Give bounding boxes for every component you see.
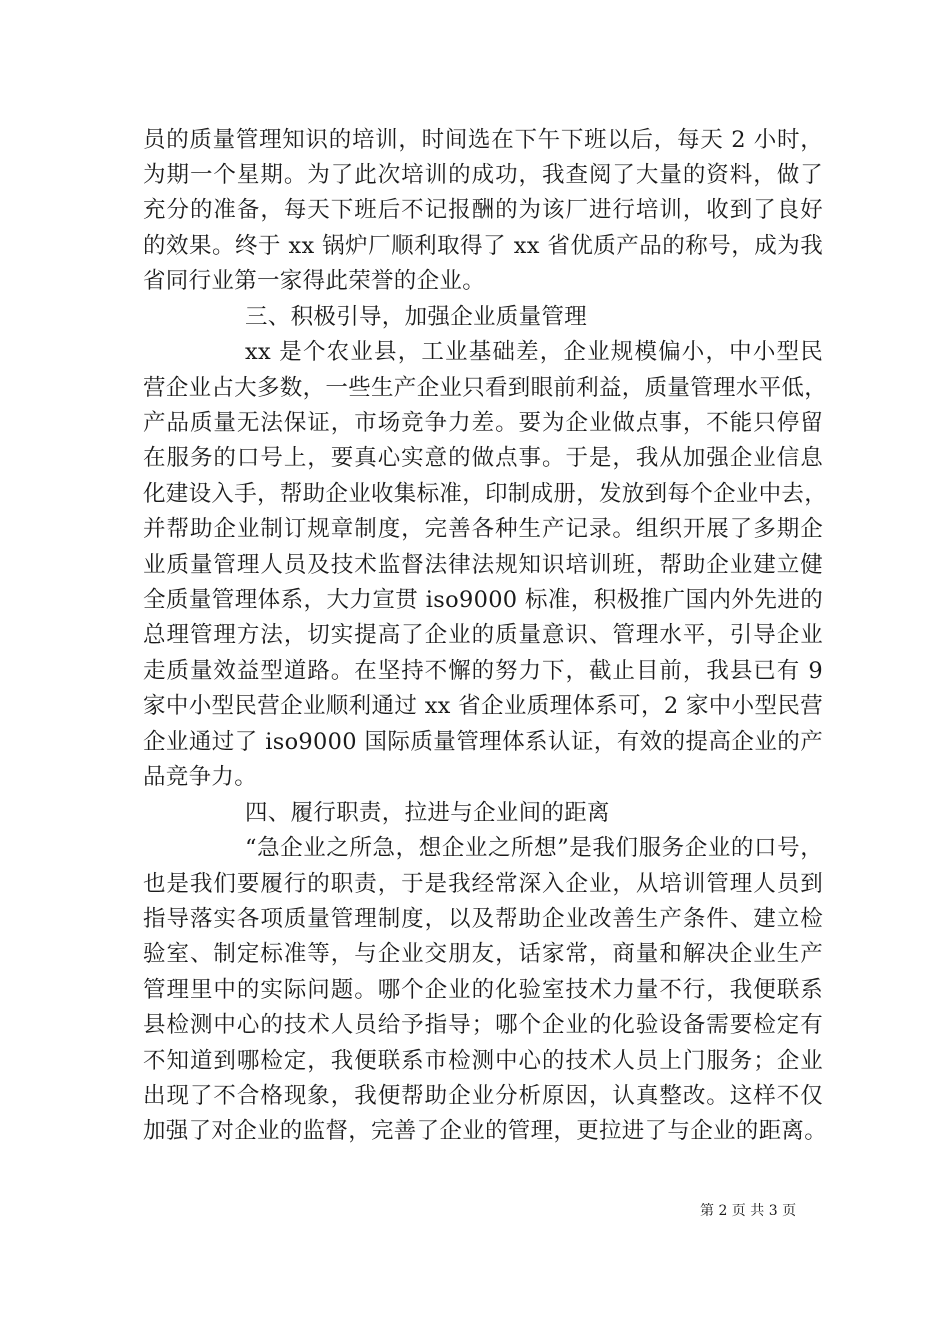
body-text-line: 为期一个星期。为了此次培训的成功，我查阅了大量的资料，做了 [143,162,823,188]
body-text-line: 走质量效益型道路。在坚持不懈的努力下，截止目前，我县已有 9 [143,658,823,684]
page-number-footer: 第 2 页 共 3 页 [700,1203,797,1219]
body-text-line: 的效果。终于 xx 锅炉厂顺利取得了 xx 省优质产品的称号，成为我 [143,233,823,259]
body-text-line: 全质量管理体系，大力宣贯 iso9000 标准，积极推广国内外先进的 [143,587,823,613]
body-text-line: 加强了对企业的监督，完善了企业的管理，更拉进了与企业的距离。 [143,1118,828,1144]
body-text-line: 验室、制定标准等，与企业交朋友，话家常，商量和解决企业生产 [143,941,823,967]
body-text-line: 也是我们要履行的职责，于是我经常深入企业，从培训管理人员到 [143,871,823,897]
body-text-line: 充分的准备，每天下班后不记报酬的为该厂进行培训，收到了良好 [143,197,823,223]
body-text-line: 管理里中的实际问题。哪个企业的化验室技术力量不行，我便联系 [143,977,823,1003]
body-text-line: 省同行业第一家得此荣誉的企业。 [143,268,486,294]
body-text-line: 出现了不合格现象，我便帮助企业分析原因，认真整改。这样不仅 [143,1083,823,1109]
body-text-line: 并帮助企业制订规章制度，完善各种生产记录。组织开展了多期企 [143,516,823,542]
body-text-line: 产品质量无法保证，市场竞争力差。要为企业做点事，不能只停留 [143,410,823,436]
body-text-line: “急企业之所急，想企业之所想”是我们服务企业的口号， [245,835,823,861]
body-text-line: 家中小型民营企业顺利通过 xx 省企业质理体系可，2 家中小型民营 [143,693,823,719]
body-text-line: 营企业占大多数，一些生产企业只看到眼前利益，质量管理水平低， [143,375,828,401]
body-text-line: 不知道到哪检定，我便联系市检测中心的技术人员上门服务；企业 [143,1048,823,1074]
body-text-line: 总理管理方法，切实提高了企业的质量意识、管理水平，引导企业 [143,622,823,648]
body-text-line: 业质量管理人员及技术监督法律法规知识培训班，帮助企业建立健 [143,552,823,578]
body-text-line: 品竞争力。 [143,764,258,790]
section-heading: 三、积极引导，加强企业质量管理 [245,304,588,330]
body-text-line: 企业通过了 iso9000 国际质量管理体系认证，有效的提高企业的产 [143,729,823,755]
body-text-line: 指导落实各项质量管理制度，以及帮助企业改善生产条件、建立检 [143,906,823,932]
body-text-line: 员的质量管理知识的培训，时间选在下午下班以后，每天 2 小时， [143,127,823,153]
body-text-line: 在服务的口号上，要真心实意的做点事。于是，我从加强企业信息 [143,445,823,471]
body-text-line: 县检测中心的技术人员给予指导；哪个企业的化验设备需要检定有 [143,1012,823,1038]
body-text-line: 化建设入手，帮助企业收集标准，印制成册，发放到每个企业中去， [143,481,828,507]
section-heading: 四、履行职责，拉进与企业间的距离 [245,800,610,826]
body-text-line: xx 是个农业县，工业基础差，企业规模偏小，中小型民 [245,339,823,365]
